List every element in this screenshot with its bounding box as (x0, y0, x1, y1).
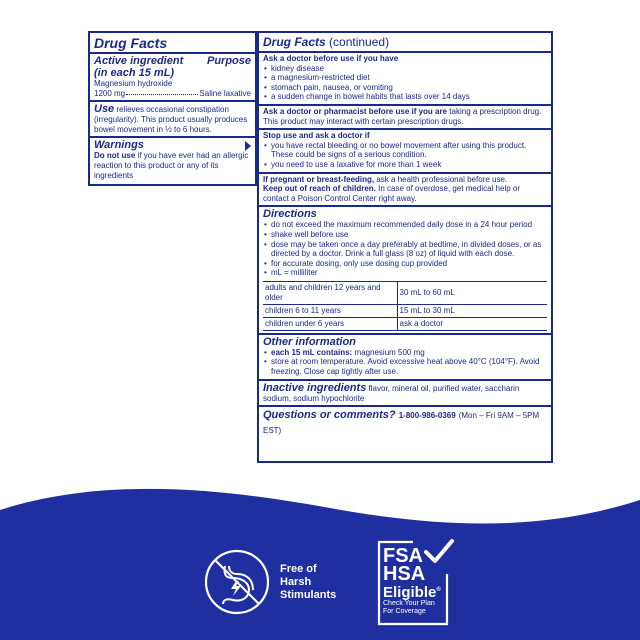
leader-dots (126, 89, 198, 96)
continued-suffix: (continued) (329, 35, 390, 49)
directions-heading: Directions (263, 208, 317, 221)
dosage-table (263, 281, 547, 331)
table-cell: 30 mL to 60 mL (397, 281, 547, 304)
table-cell: children under 6 years (263, 317, 397, 330)
ask-pharmacist-heading: Ask a doctor or pharmacist before use if you are (263, 106, 448, 116)
ingredient-name: Magnesium hydroxide (94, 79, 173, 88)
do-not-use-label: Do not use (94, 151, 136, 161)
do-not-use-text: if you have ever had an allergic reaction to this product or any of its ingredients (94, 151, 249, 180)
ingredient-purpose: Saline laxative (199, 88, 251, 98)
directions-section (259, 205, 551, 333)
list-item: • shake well before use (263, 230, 547, 240)
stimulants-line-3: Stimulants (280, 589, 337, 601)
questions-section (259, 405, 551, 440)
eligible-text (383, 582, 441, 601)
pregnant-label: If pregnant or breast-feeding, (263, 174, 375, 184)
fsa-text: FSA (383, 545, 423, 567)
list-item: • do not exceed the maximum recommended daily dose in a 24 hour period (263, 220, 547, 230)
table-row (263, 304, 547, 317)
ask-pharmacist-section (259, 104, 551, 128)
drug-facts-right-panel (257, 31, 553, 463)
pregnant-text: ask a health professional before use. (376, 174, 508, 184)
list-item: • mL = milliliter (263, 268, 547, 278)
list-item: • stomach pain, nausea, or vomiting (263, 83, 547, 93)
check-mark-icon (423, 538, 455, 566)
hsa-text: HSA (383, 563, 426, 585)
drug-facts-continued-title: Drug Facts (263, 35, 326, 49)
use-text: relieves occasional constipation (irregularity). This product usually produces bowel movement in ½ to 6 hours. (94, 105, 248, 134)
ask-pharmacist-text: taking a prescription drug. This product may interact with certain prescription drugs. (263, 106, 542, 126)
list-item: • a magnesium-restricted diet (263, 73, 547, 83)
list-item (263, 348, 547, 358)
inactive-heading: Inactive ingredients (263, 381, 367, 394)
table-cell: adults and children 12 years and older (263, 281, 397, 304)
purpose-label: Purpose (206, 55, 251, 67)
fsa-subtext (383, 600, 435, 616)
list-item: • store at room temperature. Avoid excessive heat above 40°C (104°F). Avoid freezing. Close cap tightly after use. (263, 357, 547, 376)
table-cell: ask a doctor (397, 317, 547, 330)
stop-use-list (263, 141, 547, 170)
stimulants-label (280, 563, 336, 602)
pregnancy-section (259, 172, 551, 206)
stimulants-line-1: Free of (280, 563, 317, 575)
active-ingredient-section (90, 52, 255, 100)
active-ingredient-label: Active ingredient (94, 55, 184, 67)
ask-doctor-heading: Ask a doctor before use if you have (263, 54, 399, 63)
warnings-heading: Warnings (94, 139, 144, 152)
keep-out-label: Keep out of reach of children. (263, 184, 376, 194)
questions-heading: Questions or comments? (263, 409, 396, 422)
each-dose-label: each 15 mL contains: (271, 347, 353, 357)
fsa-sub-line-1: Check Your Plan (383, 600, 435, 607)
table-row (263, 317, 547, 330)
directions-list (263, 220, 547, 278)
list-item: • a sudden change in bowel habits that lasts over 14 days (263, 92, 547, 102)
list-item: • you need to use a laxative for more than 1 week (263, 160, 547, 170)
other-info-heading: Other information (263, 335, 356, 348)
bottom-wave-banner (0, 480, 640, 640)
ask-doctor-list (263, 64, 547, 102)
list-item: • you have rectal bleeding or no bowel movement after using this product. These could be signs of a serious condition. (263, 141, 547, 160)
stomach-with-lightning-crossed-out-icon (203, 548, 271, 616)
fsa-hsa-badge (373, 540, 453, 628)
phone-number: 1-800-986-0369 (398, 411, 456, 421)
phone-hours: (Mon – Fri 9AM – 5PM EST) (263, 411, 540, 436)
drug-facts-left-panel (88, 31, 257, 186)
list-item: • for accurate dosing, only use dosing cup provided (263, 259, 547, 269)
registered-mark: ® (436, 587, 441, 593)
table-cell: 15 mL to 30 mL (397, 304, 547, 317)
table-row (263, 281, 547, 304)
each-dose-text: magnesium 500 mg (354, 347, 425, 357)
stop-use-heading: Stop use and ask a doctor if (263, 131, 370, 141)
table-cell: children 6 to 11 years (263, 304, 397, 317)
per-dose-label: (in each 15 mL) (94, 67, 175, 79)
inactive-text: flavor, mineral oil, purified water, saccharin sodium, sodium hypochlorite (263, 383, 520, 403)
warnings-section (90, 136, 255, 182)
stimulants-line-2: Harsh (280, 576, 312, 588)
ingredient-amount: 1200 mg (94, 88, 126, 98)
inactive-ingredients-section (259, 379, 551, 406)
list-item: • kidney disease (263, 64, 547, 74)
drug-facts-title: Drug Facts (94, 35, 168, 51)
stop-use-section (259, 128, 551, 171)
use-section (90, 100, 255, 136)
triangle-right-icon (245, 141, 251, 151)
eligible-word: Eligible (383, 584, 437, 601)
list-item: • dose may be taken once a day preferably at bedtime, in divided doses, or as directed by a doctor. Drink a full glass (8 oz) of liquid with each dose. (263, 240, 547, 259)
use-heading: Use (94, 103, 115, 116)
fsa-sub-line-2: For Coverage (383, 608, 426, 615)
ask-doctor-section (259, 51, 551, 104)
other-information-section (259, 333, 551, 379)
keep-out-text: In case of overdose, get medical help or contact a Poison Control Center right away. (263, 184, 520, 203)
